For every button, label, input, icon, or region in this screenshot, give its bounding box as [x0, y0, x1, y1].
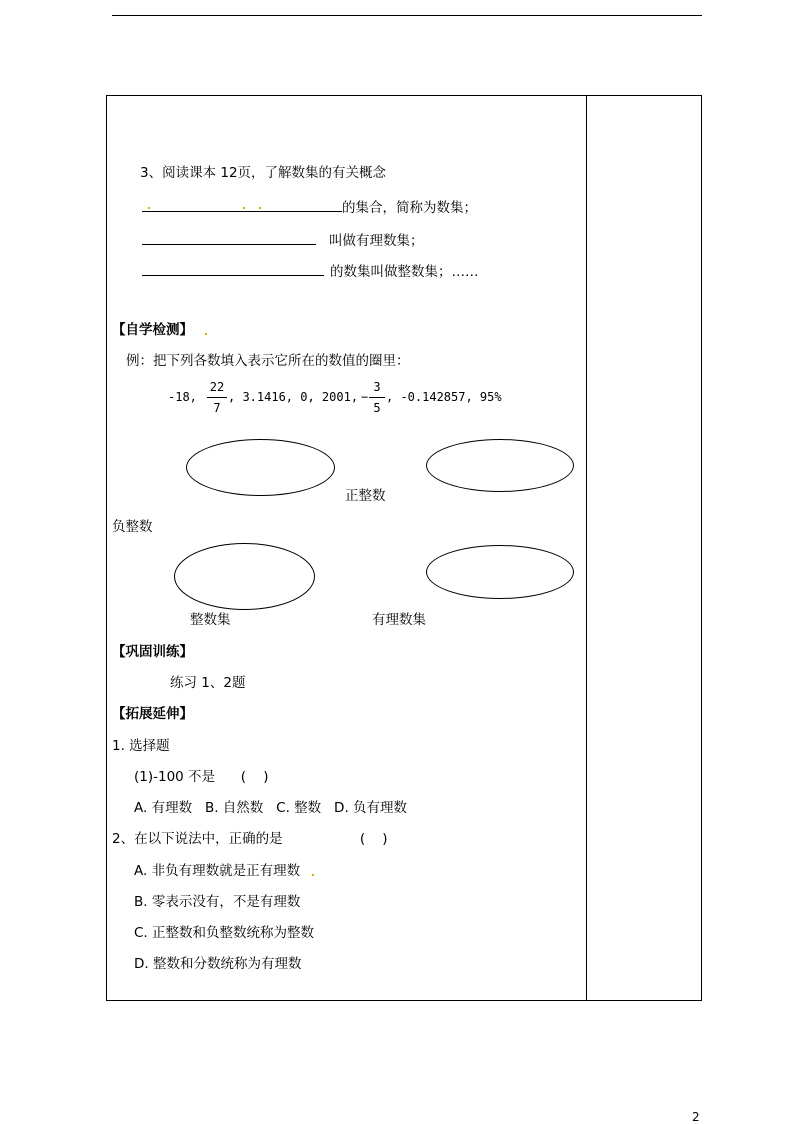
reading-line-3-text: 的数集叫做整数集；…… — [330, 264, 479, 280]
circle-integer-set[interactable] — [174, 543, 315, 610]
self-check-heading: 【自学检测】 — [112, 322, 193, 338]
fill-blank-3[interactable] — [142, 262, 324, 276]
consolidate-exercise: 练习 1、2题 — [170, 675, 246, 691]
reading-line-2-text: 叫做有理数集； — [329, 233, 424, 249]
minus-sign: − — [361, 390, 369, 404]
fill-blank-2[interactable] — [142, 231, 316, 245]
reading-line-2 — [142, 231, 424, 249]
label-rational-set: 有理数集 — [372, 612, 426, 628]
question-1-stem: (1)-100 不是 ( ) — [134, 769, 269, 785]
fraction-denominator: 5 — [373, 401, 381, 415]
numbers-tail: , -0.142857, 95% — [386, 390, 502, 404]
label-negative-integer: 负整数 — [112, 519, 153, 535]
extend-heading: 【拓展延伸】 — [112, 706, 193, 722]
self-check-prompt: 例：把下列各数填入表示它所在的数值的圈里： — [126, 353, 410, 369]
fraction-bar — [207, 397, 227, 398]
circle-positive-integer[interactable] — [186, 439, 335, 496]
number-1: -18, — [168, 390, 197, 404]
consolidate-heading: 【巩固训练】 — [112, 644, 193, 660]
decorative-dot — [312, 874, 314, 876]
label-positive-integer: 正整数 — [345, 488, 386, 504]
fraction-numerator: 3 — [373, 380, 381, 394]
option-b: B. 零表示没有，不是有理数 — [134, 894, 301, 910]
reading-line-3 — [142, 262, 479, 280]
circle-negative-integer[interactable] — [426, 439, 574, 492]
option-d: D. 整数和分数统称为有理数 — [134, 956, 302, 972]
header-rule — [112, 15, 702, 16]
fraction-bar — [369, 397, 385, 398]
decorative-dot — [148, 207, 150, 209]
fraction-3-5 — [369, 380, 385, 415]
page-number: 2 — [692, 1110, 700, 1124]
decorative-dot — [205, 333, 207, 335]
label-integer-set: 整数集 — [190, 612, 231, 628]
fraction-numerator: 22 — [209, 380, 225, 394]
fill-blank-1[interactable] — [142, 198, 342, 212]
decorative-dot — [259, 207, 261, 209]
question-2-stem: 2、在以下说法中，正确的是 ( ) — [112, 831, 388, 847]
fraction-denominator: 7 — [213, 401, 221, 415]
question-1-options: A. 有理数 B. 自然数 C. 整数 D. 负有理数 — [134, 800, 408, 816]
decorative-dot — [243, 207, 245, 209]
reading-line-1 — [142, 198, 477, 216]
reading-line-1-text: 的集合，简称为数集； — [342, 200, 477, 216]
option-a: A. 非负有理数就是正有理数 — [134, 863, 301, 879]
question-1-title: 1. 选择题 — [112, 738, 170, 754]
reading-item: 3、阅读课本 12页，了解数集的有关概念 — [140, 165, 387, 181]
numbers-middle: , 3.1416, 0, 2001, — [228, 390, 359, 404]
fraction-22-7 — [207, 380, 227, 415]
circle-rational-set[interactable] — [426, 545, 574, 599]
option-c: C. 正整数和负整数统称为整数 — [134, 925, 315, 941]
table-column-divider — [586, 95, 587, 1001]
